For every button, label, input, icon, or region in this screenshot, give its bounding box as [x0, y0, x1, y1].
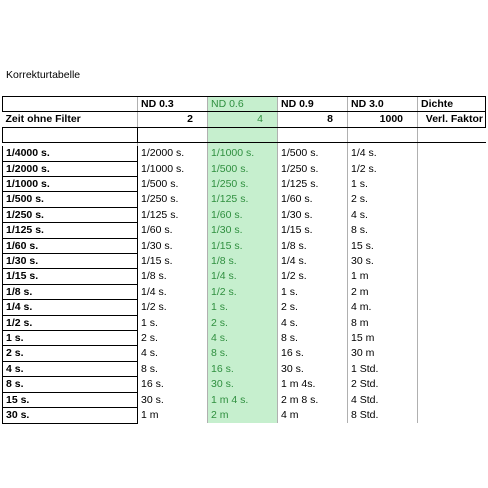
nd09-cell: 1/250 s.	[278, 161, 348, 176]
header-row-factor	[3, 112, 486, 127]
time-cell: 8 s.	[3, 377, 138, 392]
nd30-cell: 2 s.	[348, 192, 418, 207]
table-row	[3, 377, 486, 392]
table-row	[3, 146, 486, 161]
empty-cell	[418, 146, 486, 161]
header-cell-factor: Verl. Faktor	[418, 112, 486, 127]
blank-row	[3, 127, 486, 142]
nd30-cell: 2 m	[348, 284, 418, 299]
nd03-cell: 1/1000 s.	[138, 161, 208, 176]
header-cell-nd03: ND 0.3	[138, 97, 208, 112]
nd09-cell: 30 s.	[278, 361, 348, 376]
empty-cell	[418, 377, 486, 392]
nd03-cell: 1/500 s.	[138, 177, 208, 192]
header-cell-nd30: ND 3.0	[348, 97, 418, 112]
nd03-cell: 2 s.	[138, 331, 208, 346]
nd03-cell: 1/8 s.	[138, 269, 208, 284]
nd09-cell: 1/8 s.	[278, 238, 348, 253]
blank-cell	[138, 127, 208, 142]
table-row	[3, 269, 486, 284]
nd30-cell: 8 s.	[348, 223, 418, 238]
nd09-cell: 1/30 s.	[278, 207, 348, 222]
time-cell: 4 s.	[3, 361, 138, 376]
nd06-cell: 4 s.	[208, 331, 278, 346]
nd03-cell: 1/15 s.	[138, 254, 208, 269]
empty-cell	[418, 223, 486, 238]
table-row	[3, 361, 486, 376]
empty-cell	[418, 392, 486, 407]
table-row	[3, 346, 486, 361]
header-row-density	[3, 97, 486, 112]
time-cell: 1/2 s.	[3, 315, 138, 330]
nd09-cell: 1/500 s.	[278, 146, 348, 161]
empty-cell	[418, 161, 486, 176]
nd30-cell: 4 Std.	[348, 392, 418, 407]
nd09-cell: 8 s.	[278, 331, 348, 346]
table-row	[3, 238, 486, 253]
nd09-cell: 1 m 4s.	[278, 377, 348, 392]
time-cell: 1/8 s.	[3, 284, 138, 299]
nd03-cell: 1/2000 s.	[138, 146, 208, 161]
table-row	[3, 408, 486, 423]
nd30-cell: 1 s.	[348, 177, 418, 192]
nd03-cell: 1 s.	[138, 315, 208, 330]
nd03-cell: 1/4 s.	[138, 284, 208, 299]
nd30-cell: 1 m	[348, 269, 418, 284]
nd09-cell: 2 s.	[278, 300, 348, 315]
header-cell-dichte: Dichte	[418, 97, 486, 112]
table-row	[3, 192, 486, 207]
time-cell: 1/4 s.	[3, 300, 138, 315]
table-row	[3, 207, 486, 222]
nd06-cell: 1/4 s.	[208, 269, 278, 284]
table-row	[3, 284, 486, 299]
nd06-cell: 1/125 s.	[208, 192, 278, 207]
empty-cell	[418, 408, 486, 423]
nd03-cell: 1/250 s.	[138, 192, 208, 207]
nd03-cell: 1/125 s.	[138, 207, 208, 222]
nd06-cell: 1/15 s.	[208, 238, 278, 253]
nd30-cell: 1/2 s.	[348, 161, 418, 176]
empty-cell	[418, 254, 486, 269]
nd09-cell: 1/15 s.	[278, 223, 348, 238]
correction-table-body	[3, 97, 486, 424]
nd30-cell: 8 m	[348, 315, 418, 330]
nd09-cell: 1/125 s.	[278, 177, 348, 192]
blank-cell	[208, 127, 278, 142]
table-row	[3, 331, 486, 346]
factor-cell-nd09: 8	[278, 112, 348, 127]
nd06-cell: 1/250 s.	[208, 177, 278, 192]
nd30-cell: 15 s.	[348, 238, 418, 253]
empty-cell	[418, 207, 486, 222]
nd09-cell: 1 s.	[278, 284, 348, 299]
time-cell: 1/125 s.	[3, 223, 138, 238]
empty-cell	[418, 361, 486, 376]
time-cell: 1/30 s.	[3, 254, 138, 269]
nd30-cell: 4 m.	[348, 300, 418, 315]
header-cell-nd06: ND 0.6	[208, 97, 278, 112]
nd09-cell: 1/2 s.	[278, 269, 348, 284]
empty-cell	[418, 346, 486, 361]
blank-cell	[348, 127, 418, 142]
nd03-cell: 1/2 s.	[138, 300, 208, 315]
nd03-cell: 8 s.	[138, 361, 208, 376]
nd09-cell: 16 s.	[278, 346, 348, 361]
nd09-cell: 2 m 8 s.	[278, 392, 348, 407]
time-cell: 1/500 s.	[3, 192, 138, 207]
nd09-cell: 1/60 s.	[278, 192, 348, 207]
nd06-cell: 1 m 4 s.	[208, 392, 278, 407]
nd03-cell: 30 s.	[138, 392, 208, 407]
table-row	[3, 177, 486, 192]
nd30-cell: 1/4 s.	[348, 146, 418, 161]
nd03-cell: 1 m	[138, 408, 208, 423]
time-cell: 2 s.	[3, 346, 138, 361]
time-cell: 1/4000 s.	[3, 146, 138, 161]
nd30-cell: 1 Std.	[348, 361, 418, 376]
table-row	[3, 161, 486, 176]
blank-cell	[418, 127, 486, 142]
nd09-cell: 1/4 s.	[278, 254, 348, 269]
nd06-cell: 1/2 s.	[208, 284, 278, 299]
correction-table	[2, 96, 486, 424]
empty-cell	[418, 177, 486, 192]
nd30-cell: 8 Std.	[348, 408, 418, 423]
nd30-cell: 30 m	[348, 346, 418, 361]
nd03-cell: 1/60 s.	[138, 223, 208, 238]
nd06-cell: 30 s.	[208, 377, 278, 392]
blank-cell	[278, 127, 348, 142]
factor-cell-nd06: 4	[208, 112, 278, 127]
nd06-cell: 1/60 s.	[208, 207, 278, 222]
empty-cell	[418, 315, 486, 330]
header-cell-time: Zeit ohne Filter	[3, 112, 138, 127]
nd06-cell: 1/30 s.	[208, 223, 278, 238]
time-cell: 15 s.	[3, 392, 138, 407]
time-cell: 1/1000 s.	[3, 177, 138, 192]
nd03-cell: 16 s.	[138, 377, 208, 392]
table-row	[3, 392, 486, 407]
time-cell: 1/2000 s.	[3, 161, 138, 176]
nd06-cell: 1/500 s.	[208, 161, 278, 176]
nd06-cell: 2 s.	[208, 315, 278, 330]
nd03-cell: 4 s.	[138, 346, 208, 361]
table-row	[3, 315, 486, 330]
time-cell: 1/60 s.	[3, 238, 138, 253]
time-cell: 1/250 s.	[3, 207, 138, 222]
header-cell-nd09: ND 0.9	[278, 97, 348, 112]
factor-cell-nd03: 2	[138, 112, 208, 127]
time-cell: 1 s.	[3, 331, 138, 346]
empty-cell	[418, 192, 486, 207]
nd09-cell: 4 s.	[278, 315, 348, 330]
nd30-cell: 15 m	[348, 331, 418, 346]
time-cell: 30 s.	[3, 408, 138, 423]
nd30-cell: 2 Std.	[348, 377, 418, 392]
factor-cell-nd30: 1000	[348, 112, 418, 127]
empty-cell	[418, 331, 486, 346]
table-row	[3, 300, 486, 315]
nd30-cell: 30 s.	[348, 254, 418, 269]
nd06-cell: 1 s.	[208, 300, 278, 315]
empty-cell	[418, 269, 486, 284]
nd06-cell: 8 s.	[208, 346, 278, 361]
nd30-cell: 4 s.	[348, 207, 418, 222]
blank-cell	[3, 127, 138, 142]
table-row	[3, 223, 486, 238]
nd06-cell: 2 m	[208, 408, 278, 423]
nd06-cell: 1/8 s.	[208, 254, 278, 269]
empty-cell	[418, 300, 486, 315]
time-cell: 1/15 s.	[3, 269, 138, 284]
nd09-cell: 4 m	[278, 408, 348, 423]
page-title: Korrekturtabelle	[6, 69, 81, 81]
table-row	[3, 254, 486, 269]
empty-cell	[418, 284, 486, 299]
nd06-cell: 1/1000 s.	[208, 146, 278, 161]
header-cell	[3, 97, 138, 112]
nd06-cell: 16 s.	[208, 361, 278, 376]
nd03-cell: 1/30 s.	[138, 238, 208, 253]
empty-cell	[418, 238, 486, 253]
